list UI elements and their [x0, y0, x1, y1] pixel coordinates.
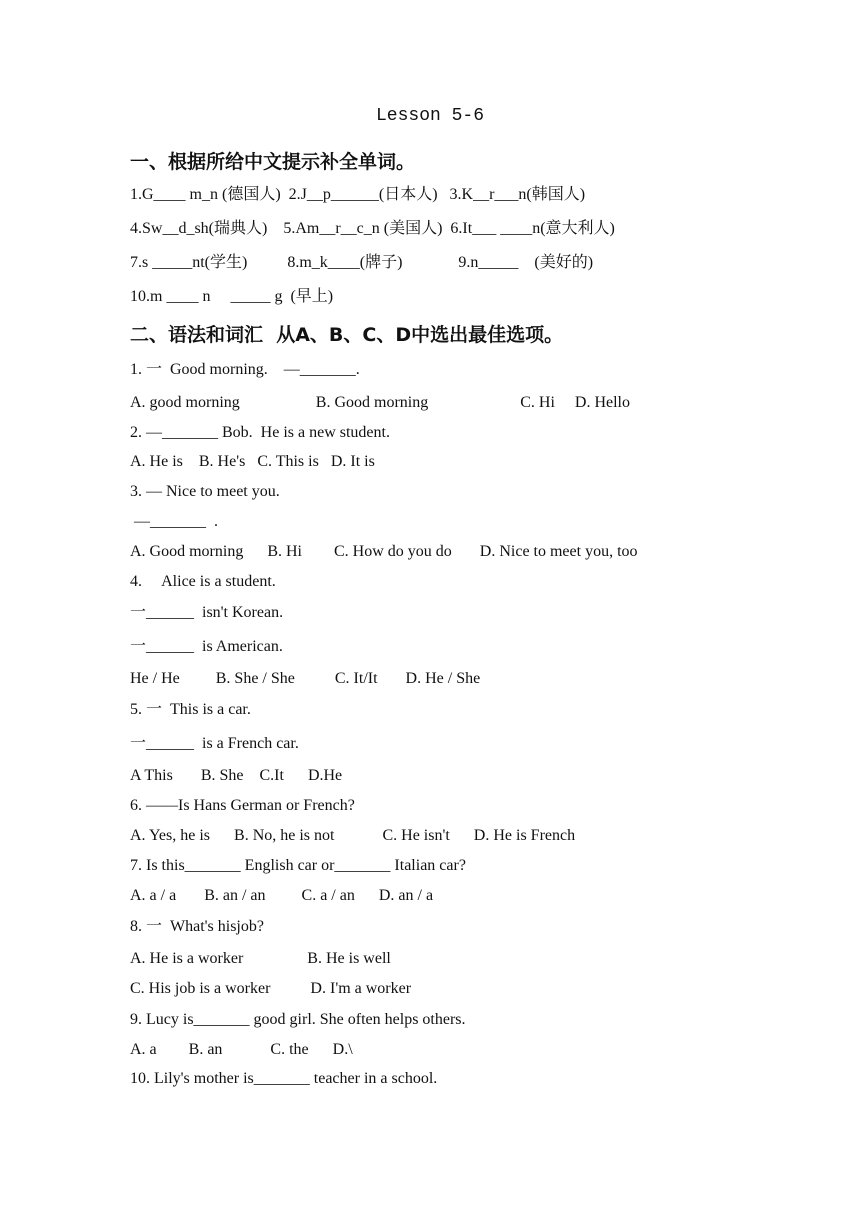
vocab-line-2: 4.Sw__d_sh(瑞典人) 5.Am__r__c_n (美国人) 6.It___ ____n(意大利人): [130, 220, 615, 237]
options-line: A. He is B. He's C. This is D. It is: [130, 453, 375, 470]
question-line: 6. ——Is Hans German or French?: [130, 797, 355, 814]
question-line: 7. Is this_______ English car or_______ Italian car?: [130, 857, 466, 874]
question-line: 一______ is American.: [130, 638, 283, 655]
options-line: A. He is a worker B. He is well: [130, 950, 391, 967]
question-line: 一______ isn't Korean.: [130, 604, 284, 621]
question-line: 4. Alice is a student.: [130, 573, 276, 590]
options-line: He / He B. She / She C. It/It D. He / She: [130, 670, 481, 687]
options-line: A. Yes, he is B. No, he is not C. He isn't D. He is French: [130, 827, 576, 844]
options-line: A This B. She C.It D.He: [130, 767, 343, 784]
question-line: —_______ .: [130, 513, 218, 530]
vocab-line-3: 7.s _____nt(学生) 8.m_k____(牌子) 9.n_____ (美好的): [130, 254, 594, 271]
vocab-line-4: 10.m ____ n _____ g (早上): [130, 288, 334, 305]
options-line: A. Good morning B. Hi C. How do you do D. Nice to meet you, too: [130, 543, 638, 560]
options-line: C. His job is a worker D. I'm a worker: [130, 980, 412, 997]
question-line: 3. — Nice to meet you.: [130, 483, 280, 500]
vocab-line-1: 1.G____ m_n (德国人) 2.J__p______(日本人) 3.K__r___n(韩国人): [130, 186, 586, 203]
page-title: Lesson 5-6: [375, 106, 485, 126]
question-line: 一______ is a French car.: [130, 735, 299, 752]
question-line: 8. 一 What's hisjob?: [130, 918, 264, 935]
question-line: 1. 一 Good morning. —_______.: [130, 361, 360, 378]
question-line: 10. Lily's mother is_______ teacher in a school.: [130, 1070, 438, 1087]
options-line: A. a / a B. an / an C. a / an D. an / a: [130, 887, 434, 904]
section1-heading: 一、根据所给中文提示补全单词。: [130, 151, 416, 173]
question-line: 9. Lucy is_______ good girl. She often helps others.: [130, 1011, 466, 1028]
options-line: A. good morning B. Good morning C. Hi D. Hello: [130, 394, 630, 411]
question-line: 2. —_______ Bob. He is a new student.: [130, 424, 390, 441]
question-line: 5. 一 This is a car.: [130, 701, 251, 718]
options-line: A. a B. an C. the D.\: [130, 1041, 353, 1058]
section2-heading: 二、语法和词汇 从A、B、C、D中选出最佳选项。: [130, 324, 564, 346]
